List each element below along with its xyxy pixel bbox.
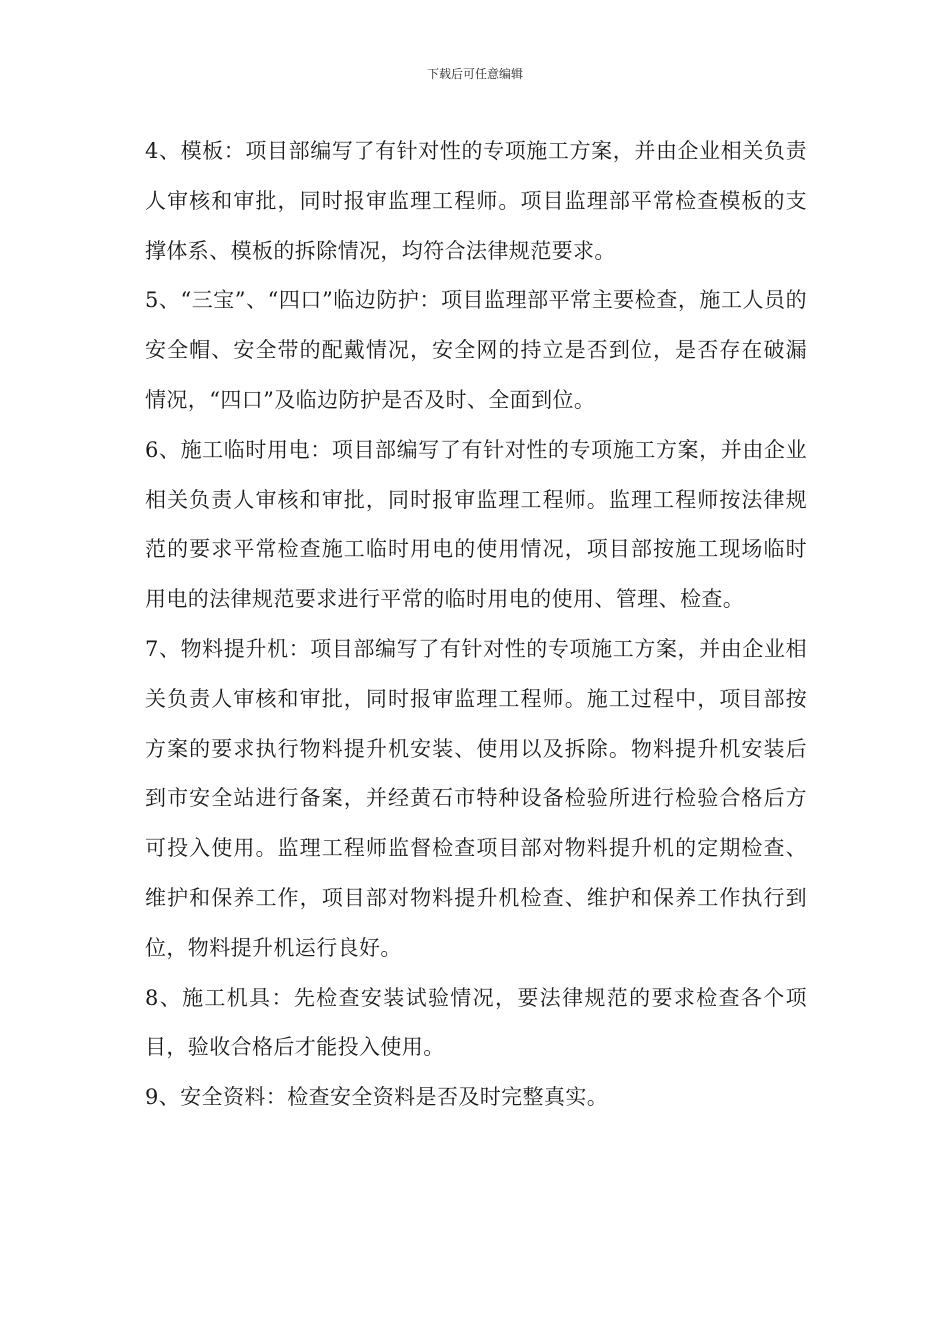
paragraph-item-9: 9、安全资料：检查安全资料是否及时完整真实。: [145, 1085, 609, 1110]
paragraph-item-7: 7、物料提升机：项目部编写了有针对性的专项施工方案，并由企业相关负责人审核和审批，同时报审监理工程师。施工过程中，项目部按方案的要求执行物料提升机安装、使用以及拆除。物料提升机安装后到市安全站进行备案，并经黄石市特种设备检验所进行检验合格后方可投入使用。监理工程师监督检查项目部对物料提升机的定期检查、维护和保养工作，项目部对物料提升机检查、维护和保养工作执行到位，物料提升机运行良好。: [145, 636, 807, 960]
paragraph-item-6: 6、施工临时用电：项目部编写了有针对性的专项施工方案，并由企业相关负责人审核和审批，同时报审监理工程师。监理工程师按法律规范的要求平常检查施工临时用电的使用情况，项目部按施工现场临时用电的法律规范要求进行平常的临时用电的使用、管理、检查。: [145, 437, 807, 612]
page-header: 下载后可任意编辑: [426, 67, 523, 81]
paragraph-item-4: 4、模板：项目部编写了有针对性的专项施工方案，并由企业相关负责人审核和审批，同时报审监理工程师。项目监理部平常检查模板的支撑体系、模板的拆除情况，均符合法律规范要求。: [145, 139, 807, 263]
paragraph-item-5: 5、“三宝”、“四口”临边防护：项目监理部平常主要检查，施工人员的安全帽、安全带的配戴情况，安全网的持立是否到位，是否存在破漏情况，“四口”及临边防护是否及时、全面到位。: [145, 288, 807, 412]
paragraph-item-8: 8、施工机具：先检查安装试验情况，要法律规范的要求检查各个项目，验收合格后才能投入使用。: [145, 985, 807, 1060]
document-body: [145, 127, 807, 1123]
